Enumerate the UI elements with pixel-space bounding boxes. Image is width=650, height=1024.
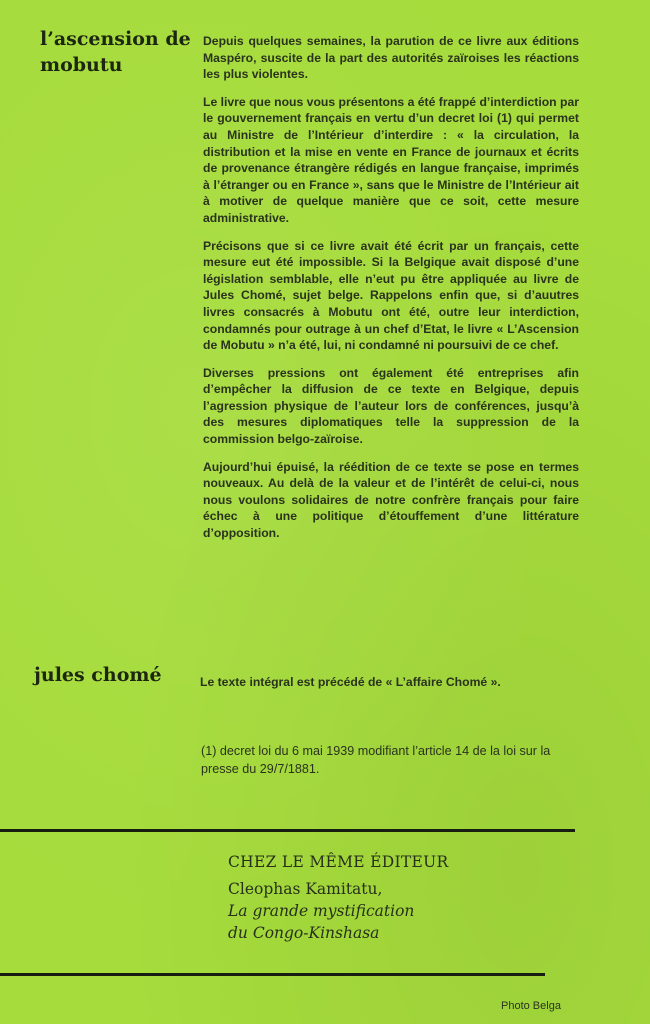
footnote: (1) decret loi du 6 mai 1939 modifiant l’article 14 de la loi sur la presse du 29/7/1881. bbox=[201, 744, 551, 776]
divider-bottom bbox=[0, 973, 545, 976]
publisher-book-author: Cleophas Kamitatu, bbox=[228, 880, 383, 898]
divider-top bbox=[0, 829, 575, 832]
integral-text-note: Le texte intégral est précédé de « L’affaire Chomé ». bbox=[200, 675, 501, 689]
blurb-paragraph-3: Précisons que si ce livre avait été écrit par un français, cette mesure eut été impossible. Si la Belgique avait disposé d’une législation semblable, elle n’eut pu être appliquée au livre de Jules Chomé, sujet belge. Rappelons enfin que, si d’auutres livres consacrés à Mobutu ont été, outre leur interdiction, condamnés pour outrage à un chef d’Etat, le livre « L’Ascension de Mobutu » n’a été, lui, ni condamné ni poursuivi de ce chef. bbox=[203, 238, 579, 353]
publisher-book-title-line-2: du Congo-Kinshasa bbox=[228, 924, 380, 942]
book-title bbox=[40, 26, 200, 78]
photo-credit: Photo Belga bbox=[501, 1000, 561, 1012]
blurb-text bbox=[203, 33, 579, 553]
book-title-line-2: mobutu bbox=[40, 54, 123, 76]
book-author: jules chomé bbox=[34, 664, 162, 686]
publisher-heading: CHEZ LE MÊME ÉDITEUR bbox=[228, 853, 449, 871]
publisher-block bbox=[228, 852, 558, 944]
blurb-paragraph-2: Le livre que nous vous présentons a été frappé d’interdiction par le gouvernement français en vertu d’un decret loi (1) qui permet au Ministre de l’Intérieur d’interdire : « la circulation, la distribution et la mise en vente en France de journaux et écrits de provenance étrangère rédigés en langue française, imprimés à l’étranger ou en France », sans que le Ministre de l’Intérieur ait à motiver de quelque manière que ce soit, cette mesure administrative. bbox=[203, 94, 579, 225]
book-title-line-1: l’ascension de bbox=[40, 28, 191, 50]
blurb-paragraph-1: Depuis quelques semaines, la parution de ce livre aux éditions Maspéro, suscite de la part des autorités zaïroises les réactions les plus violentes. bbox=[203, 34, 579, 82]
blurb-paragraph-5: Aujourd’hui épuisé, la réédition de ce texte se pose en termes nouveaux. Au delà de la valeur et de l’intérêt de celui-ci, nous nous voulons solidaires de notre confrère français pour faire échec à une politique d’étouffement d’une littérature d’opposition. bbox=[203, 459, 579, 541]
blurb-paragraph-4: Diverses pressions ont également été entreprises afin d’empêcher la diffusion de ce texte en Belgique, depuis l’agression physique de l’auteur lors de conférences, jusqu’à des mesures diplomatiques telle la suppression de la commission belgo-zaïroise. bbox=[203, 365, 579, 447]
publisher-book-title-line-1: La grande mystification bbox=[228, 902, 415, 920]
